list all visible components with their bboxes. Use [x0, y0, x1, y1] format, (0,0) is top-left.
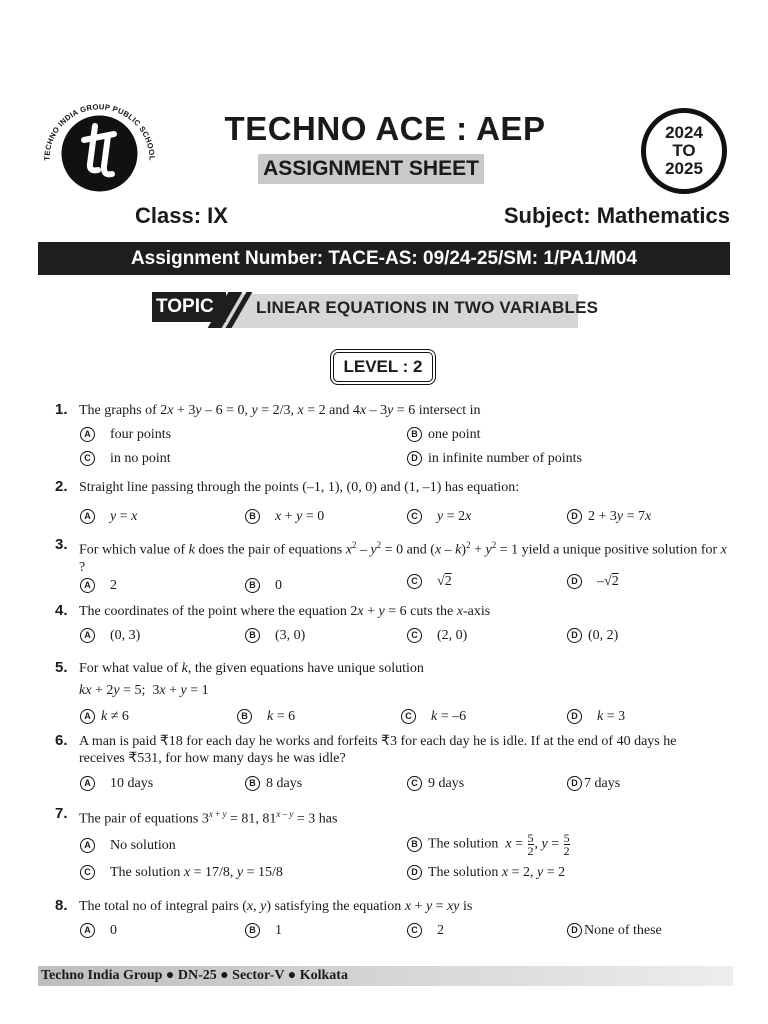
option-label: –√2: [597, 574, 619, 589]
option-label: 8 days: [266, 776, 303, 791]
sheet-label: ASSIGNMENT SHEET: [258, 154, 484, 184]
option-label: 7 days: [584, 776, 621, 791]
option-label: √2: [437, 574, 452, 589]
option-label: (0, 3): [110, 628, 141, 643]
question-text: The total no of integral pairs (x, y) satisfying the equation x + y = xy is: [79, 899, 473, 914]
question-text: The coordinates of the point where the equation 2x + y = 6 cuts the x-axis: [79, 604, 491, 619]
option-marker: B: [245, 776, 260, 791]
year-to: TO: [672, 141, 696, 160]
option-b[interactable]: [245, 923, 282, 939]
option-label: y = 2x: [437, 509, 472, 524]
option-c[interactable]: [80, 451, 171, 467]
option-label: y = x: [110, 509, 138, 524]
option-marker: A: [80, 838, 95, 853]
option-label: 2: [110, 578, 117, 593]
option-a[interactable]: A k ≠ 6: [80, 709, 129, 725]
option-marker: D: [567, 628, 582, 643]
question-text: The pair of equations $3^{x + y} = 81$, $81^{x - y} = 3$ has: [79, 809, 338, 827]
subject-label: Subject: Mathematics: [503, 203, 730, 228]
option-d[interactable]: [567, 628, 618, 644]
topic-banner: [152, 292, 599, 328]
option-label: ≠ 6: [110, 709, 129, 724]
logo-ring-text: TECHNO INDIA GROUP PUBLIC SCHOOL: [42, 102, 157, 161]
option-label: 0: [110, 923, 117, 938]
option-marker: B: [237, 709, 252, 724]
option-marker: C: [80, 865, 95, 880]
option-b[interactable]: [245, 509, 324, 525]
question-text: For what value of k, the given equations have unique solution: [79, 661, 424, 676]
option-label: = 6: [276, 709, 296, 724]
option-b[interactable]: B The solution x = $\frac{5}{2}$ , y = $\frac{5}{2}$: [407, 832, 571, 857]
option-d[interactable]: [567, 923, 662, 939]
option-marker: A: [80, 628, 95, 643]
page-title: TECHNO ACE : AEP: [224, 110, 546, 147]
option-marker: C: [407, 628, 422, 643]
option-marker: D: [567, 509, 582, 524]
question-number: 5.: [55, 659, 68, 676]
option-b[interactable]: [245, 578, 282, 594]
option-marker: A: [80, 923, 95, 938]
topic-tag: TOPIC: [152, 292, 226, 322]
option-label: x + y = 0: [275, 509, 325, 524]
question-number: 2.: [55, 478, 68, 495]
option-marker: C: [401, 709, 416, 724]
question-number: 8.: [55, 897, 68, 914]
footer: Techno India Group ● DN-25 ● Sector-V ● Kolkata: [38, 966, 733, 986]
option-a[interactable]: [80, 578, 117, 594]
option-marker: D: [407, 451, 422, 466]
option-b[interactable]: [407, 427, 481, 443]
option-c[interactable]: [407, 776, 464, 792]
option-label: 2: [437, 923, 444, 938]
option-marker: D: [567, 923, 582, 938]
question-number: 3.: [55, 536, 68, 553]
option-marker: D: [567, 709, 582, 724]
option-a[interactable]: [80, 923, 117, 939]
option-b[interactable]: [245, 628, 305, 644]
option-d[interactable]: [567, 509, 651, 525]
option-marker: B: [245, 578, 260, 593]
question-number: 6.: [55, 732, 68, 749]
option-label: = –6: [440, 709, 467, 724]
option-label: in infinite number of points: [428, 451, 582, 466]
question-text: The graphs of 2x + 3y – 6 = 0, y = 2/3, x = 2 and 4x – 3y = 6 intersect in: [79, 403, 481, 418]
option-label: None of these: [584, 923, 662, 938]
option-c[interactable]: [407, 509, 471, 525]
option-marker: A: [80, 427, 95, 442]
option-label: four points: [110, 427, 172, 442]
option-c[interactable]: C k = –6: [401, 709, 466, 725]
option-a[interactable]: [80, 628, 140, 644]
option-label: No solution: [110, 838, 176, 853]
option-label: (3, 0): [275, 628, 306, 643]
option-d[interactable]: [567, 574, 619, 590]
question-number: 7.: [55, 805, 68, 822]
option-label: The solution: [110, 865, 181, 880]
option-label: (2, 0): [437, 628, 468, 643]
option-marker: C: [407, 509, 422, 524]
question-text: Straight line passing through the points (–1, 1), (0, 0) and (1, –1) has equation:: [79, 480, 520, 495]
option-marker: D: [567, 574, 582, 589]
school-logo: [42, 96, 157, 211]
option-a[interactable]: [80, 427, 171, 443]
level-badge: LEVEL : 2: [333, 352, 433, 382]
option-marker: A: [80, 776, 95, 791]
option-d[interactable]: D The solution x = 2, y = 2: [407, 865, 565, 881]
option-label: one point: [428, 427, 481, 442]
option-marker: C: [407, 574, 422, 589]
year-start: 2024: [665, 123, 703, 142]
option-d[interactable]: [407, 451, 582, 467]
option-label: 10 days: [110, 776, 154, 791]
option-b[interactable]: B k = 6: [237, 709, 295, 725]
option-label: 9 days: [428, 776, 465, 791]
assignment-number-bar: Assignment Number: TACE-AS: 09/24-25/SM: 1/PA1/M04: [38, 242, 730, 275]
option-marker: B: [245, 923, 260, 938]
option-marker: C: [80, 451, 95, 466]
option-marker: B: [245, 628, 260, 643]
option-a[interactable]: [80, 776, 153, 792]
question-equations: kx + 2y = 5; 3x + y = 1: [79, 683, 209, 698]
option-marker: D: [567, 776, 582, 791]
option-c[interactable]: [407, 574, 452, 590]
option-marker: A: [80, 578, 95, 593]
option-label: The solution: [428, 865, 499, 880]
option-label: The solution: [428, 836, 499, 852]
option-c[interactable]: C The solution x = 17/8, y = 15/8: [80, 865, 283, 881]
question-number: 4.: [55, 602, 68, 619]
option-marker: B: [407, 837, 422, 852]
option-marker: C: [407, 923, 422, 938]
year-badge: [641, 108, 727, 194]
option-a[interactable]: [80, 838, 176, 854]
option-d[interactable]: D k = 3: [567, 709, 625, 725]
option-marker: C: [407, 776, 422, 791]
option-a[interactable]: [80, 509, 137, 525]
option-label: in no point: [110, 451, 171, 466]
option-c[interactable]: [407, 923, 444, 939]
option-label: 0: [275, 578, 282, 593]
class-label: Class: IX: [135, 203, 228, 228]
option-marker: A: [80, 709, 95, 724]
option-label: 2 + 3y = 7x: [588, 509, 652, 524]
question-number: 1.: [55, 401, 68, 418]
option-c[interactable]: [407, 628, 467, 644]
question-text: For which value of k does the pair of equations $x^2 - y^2 = 0$ and $(x - k)^2 + y^2 = 1$ yield a unique positive solution for x ?: [79, 540, 727, 575]
option-label: = 3: [606, 709, 626, 724]
option-label: 1: [275, 923, 282, 938]
year-end: 2025: [665, 159, 703, 178]
question-text-line2: receives ₹531, for how many days he was idle?: [79, 751, 346, 766]
question-text-line1: A man is paid ₹18 for each day he works and forfeits ₹3 for each day he is idle. If at the end of 40 days he: [79, 734, 677, 749]
option-b[interactable]: [245, 776, 302, 792]
option-marker: B: [407, 427, 422, 442]
topic-title: LINEAR EQUATIONS IN TWO VARIABLES: [256, 298, 599, 317]
option-marker: B: [245, 509, 260, 524]
option-label: (0, 2): [588, 628, 619, 643]
option-marker: A: [80, 509, 95, 524]
option-marker: D: [407, 865, 422, 880]
option-d[interactable]: [567, 776, 620, 792]
